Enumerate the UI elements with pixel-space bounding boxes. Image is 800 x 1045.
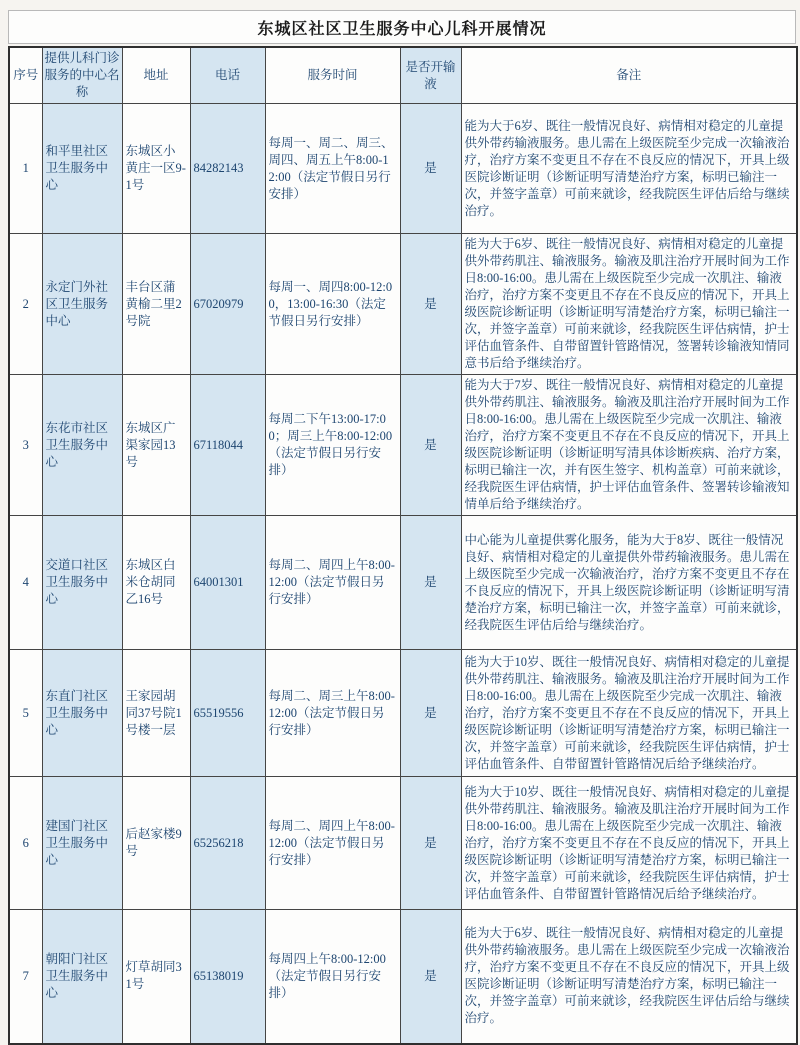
- cell-phone: 67118044: [190, 375, 265, 516]
- cell-address: 丰台区蒲黄榆二里2号院: [122, 234, 190, 375]
- cell-infusion: 是: [400, 104, 461, 234]
- table-row: [9, 910, 797, 1044]
- cell-address: 东城区白米仓胡同乙16号: [122, 516, 190, 650]
- column-header-notes: 备注: [461, 47, 797, 104]
- cell-seq: 7: [9, 910, 42, 1044]
- table-row: [9, 777, 797, 910]
- cell-infusion: 是: [400, 777, 461, 910]
- cell-center: 朝阳门社区卫生服务中心: [42, 910, 122, 1044]
- cell-notes: 能为大于10岁、既往一般情况良好、病情相对稳定的儿童提供外带药肌注、输液服务。输液及肌注治疗开展时间为工作日8:00-16:00。患儿需在上级医院至少完成一次肌注、输液治疗，治疗方案不变更且不存在不良反应的情况下，开具上级医院诊断证明（诊断证明写清楚治疗方案，标明已输注一次，并签字盖章）可前来就诊，经我院医生评估病情，护士评估血管条件、自带留置针管路情况后给予继续治疗。: [461, 650, 797, 777]
- cell-phone: 65138019: [190, 910, 265, 1044]
- table-row: [9, 650, 797, 777]
- cell-center: 建国门社区卫生服务中心: [42, 777, 122, 910]
- cell-notes: 能为大于7岁、既往一般情况良好、病情相对稳定的儿童提供外带药肌注、输液服务。输液及肌注治疗开展时间为工作日8:00-16:00。患儿需在上级医院至少完成一次肌注、输液治疗，治疗方案不变更且不存在不良反应的情况下，开具上级医院诊断证明（诊断证明写清具体诊断疾病、治疗方案，标明已输注一次，并有医生签字、机构盖章）可前来就诊，经我院医生评估病情，护士评估血管条件、签署转诊输液知情单后给予继续治疗。: [461, 375, 797, 516]
- cell-seq: 6: [9, 777, 42, 910]
- cell-hours: 每周一、周二、周三、周四、周五上午8:00-12:00（法定节假日另行安排）: [265, 104, 400, 234]
- table-row: [9, 234, 797, 375]
- cell-phone: 65256218: [190, 777, 265, 910]
- cell-infusion: 是: [400, 234, 461, 375]
- cell-seq: 1: [9, 104, 42, 234]
- cell-address: 王家园胡同37号院1号楼一层: [122, 650, 190, 777]
- cell-seq: 4: [9, 516, 42, 650]
- column-header-center: 提供儿科门诊服务的中心名称: [42, 47, 122, 104]
- cell-center: 东直门社区卫生服务中心: [42, 650, 122, 777]
- header-row: [9, 47, 797, 104]
- cell-infusion: 是: [400, 516, 461, 650]
- cell-seq: 2: [9, 234, 42, 375]
- cell-notes: 能为大于6岁、既往一般情况良好、病情相对稳定的儿童提供外带药输液服务。患儿需在上级医院至少完成一次输液治疗，治疗方案不变更且不存在不良反应的情况下，开具上级医院诊断证明（诊断证明写清楚治疗方案，标明已输注一次，并签字盖章）可前来就诊，经我院医生评估后给与继续治疗。: [461, 104, 797, 234]
- cell-hours: 每周二、周三上午8:00-12:00（法定节假日另行安排）: [265, 650, 400, 777]
- cell-address: 灯草胡同31号: [122, 910, 190, 1044]
- pediatric-services-table: [8, 46, 798, 1045]
- cell-seq: 3: [9, 375, 42, 516]
- cell-hours: 每周二、周四上午8:00-12:00（法定节假日另行安排）: [265, 777, 400, 910]
- cell-phone: 64001301: [190, 516, 265, 650]
- column-header-address: 地址: [122, 47, 190, 104]
- table-body: [9, 104, 797, 1044]
- cell-phone: 67020979: [190, 234, 265, 375]
- cell-notes: 能为大于6岁、既往一般情况良好、病情相对稳定的儿童提供外带药输液服务。患儿需在上级医院至少完成一次输液治疗，治疗方案不变更且不存在不良反应的情况下，开具上级医院诊断证明（诊断证明写清楚治疗方案，标明已输注一次，并签字盖章）可前来就诊，经我院医生评估后给与继续治疗。: [461, 910, 797, 1044]
- cell-seq: 5: [9, 650, 42, 777]
- column-header-seq: 序号: [9, 47, 42, 104]
- column-header-infusion: 是否开输液: [400, 47, 461, 104]
- cell-phone: 84282143: [190, 104, 265, 234]
- cell-hours: 每周四上午8:00-12:00（法定节假日另行安排）: [265, 910, 400, 1044]
- cell-notes: 中心能为儿童提供雾化服务，能为大于8岁、既往一般情况良好、病情相对稳定的儿童提供外带药输液服务。患儿需在上级医院至少完成一次输液治疗，治疗方案不变更且不存在不良反应的情况下，开具上级医院诊断证明（诊断证明写清楚治疗方案，标明已输注一次，并签字盖章）可前来就诊，经我院医生评估后给与继续治疗。: [461, 516, 797, 650]
- cell-center: 交道口社区卫生服务中心: [42, 516, 122, 650]
- cell-infusion: 是: [400, 650, 461, 777]
- cell-phone: 65519556: [190, 650, 265, 777]
- cell-notes: 能为大于10岁、既往一般情况良好、病情相对稳定的儿童提供外带药肌注、输液服务。输液及肌注治疗开展时间为工作日8:00-16:00。患儿需在上级医院至少完成一次肌注、输液治疗，治疗方案不变更且不存在不良反应的情况下，开具上级医院诊断证明（诊断证明写清楚治疗方案，标明已输注一次，并签字盖章）可前来就诊，经我院医生评估病情，护士评估血管条件、自带留置针管路情况后给予继续治疗。: [461, 777, 797, 910]
- cell-notes: 能为大于6岁、既往一般情况良好、病情相对稳定的儿童提供外带药肌注、输液服务。输液及肌注治疗开展时间为工作日8:00-16:00。患儿需在上级医院至少完成一次肌注、输液治疗，治疗方案不变更且不存在不良反应的情况下，开具上级医院诊断证明（诊断证明写清楚治疗方案，标明已输注一次，并签字盖章）可前来就诊，经我院医生评估病情，护士评估血管条件、自带留置针管路情况，签署转诊输液知情同意书后给予继续治疗。: [461, 234, 797, 375]
- page-title: 东城区社区卫生服务中心儿科开展情况: [8, 10, 796, 44]
- cell-address: 东城区小黄庄一区9-1号: [122, 104, 190, 234]
- cell-hours: 每周一、周四8:00-12:00，13:00-16:30（法定节假日另行安排）: [265, 234, 400, 375]
- cell-infusion: 是: [400, 375, 461, 516]
- cell-center: 和平里社区卫生服务中心: [42, 104, 122, 234]
- column-header-hours: 服务时间: [265, 47, 400, 104]
- column-header-phone: 电话: [190, 47, 265, 104]
- table-row: [9, 516, 797, 650]
- cell-address: 后赵家楼9号: [122, 777, 190, 910]
- cell-hours: 每周二下午13:00-17:00；周三上午8:00-12:00（法定节假日另行安排）: [265, 375, 400, 516]
- table-header: [9, 47, 797, 104]
- table-row: [9, 375, 797, 516]
- table-row: [9, 104, 797, 234]
- cell-center: 永定门外社区卫生服务中心: [42, 234, 122, 375]
- cell-hours: 每周二、周四上午8:00-12:00（法定节假日另行安排）: [265, 516, 400, 650]
- cell-address: 东城区广渠家园13号: [122, 375, 190, 516]
- cell-center: 东花市社区卫生服务中心: [42, 375, 122, 516]
- cell-infusion: 是: [400, 910, 461, 1044]
